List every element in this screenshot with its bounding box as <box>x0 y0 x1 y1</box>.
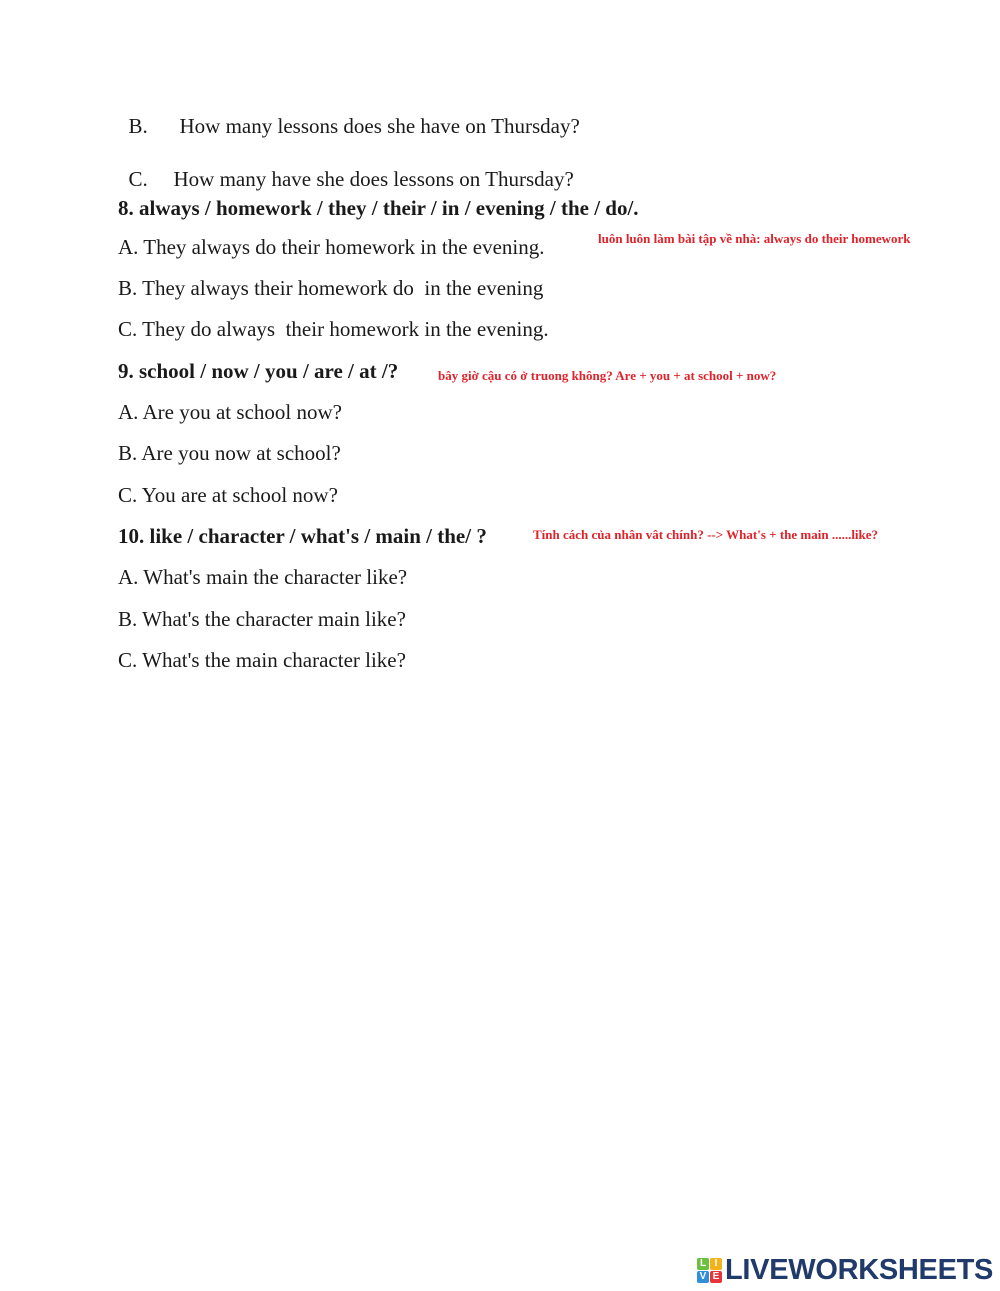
q8-option-a: A. They always do their homework in the evening. <box>118 235 545 259</box>
option-letter: B. <box>128 114 148 138</box>
q9-option-b: B. Are you now at school? <box>118 441 341 465</box>
q10-option-b: B. What's the character main like? <box>118 607 406 631</box>
logo-letter-l: L <box>697 1258 709 1270</box>
q10-prompt: 10. like / character / what's / main / the/ ? <box>118 524 487 548</box>
logo-letter-i: I <box>710 1258 722 1270</box>
q7-option-b <box>118 90 580 138</box>
q10-hint: Tính cách của nhân vât chính? --> What's + the main ......like? <box>533 527 879 542</box>
q7-option-c <box>118 143 574 191</box>
q10-option-a: A. What's main the character like? <box>118 565 408 589</box>
option-text: How many have she does lessons on Thursday? <box>173 167 574 191</box>
q8-option-c: C. They do always their homework in the evening. <box>118 317 549 341</box>
q9-option-c: C. You are at school now? <box>118 483 338 507</box>
q10-option-c: C. What's the main character like? <box>118 648 406 672</box>
logo-letter-v: V <box>697 1271 709 1283</box>
q9-option-a: A. Are you at school now? <box>118 400 342 424</box>
q9-prompt: 9. school / now / you / are / at /? <box>118 359 399 383</box>
option-letter: C. <box>128 167 148 191</box>
logo-icon <box>697 1258 722 1283</box>
logo-wordmark: LIVEWORKSHEETS <box>725 1254 994 1286</box>
logo-letter-e: E <box>710 1271 722 1283</box>
q8-option-b: B. They always their homework do in the evening <box>118 276 544 300</box>
option-text: How many lessons does she have on Thursday? <box>179 114 580 138</box>
q9-hint: bây giờ cậu có ở truong không? Are + you + at school + now? <box>438 368 777 383</box>
q8-hint: luôn luôn làm bài tập về nhà: always do their homework <box>598 231 911 246</box>
liveworksheets-logo <box>697 1255 993 1285</box>
q8-prompt: 8. always / homework / they / their / in / evening / the / do/. <box>118 196 639 220</box>
